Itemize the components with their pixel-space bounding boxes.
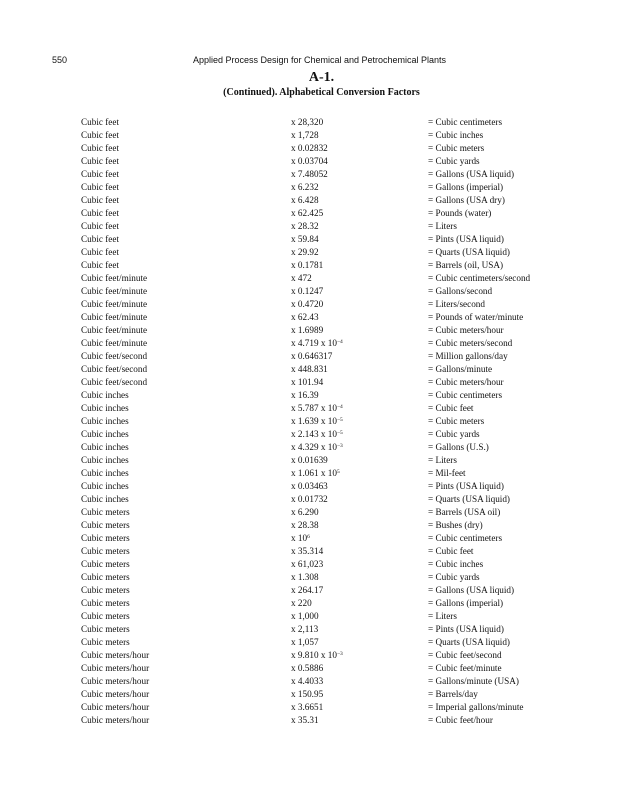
to-unit: = Bushes (dry) [428, 520, 483, 530]
conversion-factor [291, 480, 328, 493]
from-unit: Cubic inches [81, 468, 129, 478]
from-unit: Cubic feet/minute [81, 325, 148, 335]
factor-value: x 4.719 x 10 [291, 338, 337, 348]
table-row [0, 636, 619, 649]
factor-value: x 16.39 [291, 390, 319, 400]
from-unit: Cubic inches [81, 429, 129, 439]
conversion-factor [291, 623, 318, 636]
from-unit: Cubic meters/hour [81, 650, 150, 660]
table-row [0, 493, 619, 506]
to-unit: = Liters/second [428, 299, 485, 309]
conversion-factor [291, 350, 332, 363]
table-row [0, 558, 619, 571]
from-unit: Cubic feet/minute [81, 273, 148, 283]
table-row [0, 246, 619, 259]
from-unit: Cubic meters [81, 598, 130, 608]
to-unit: = Gallons (imperial) [428, 598, 504, 608]
from-unit: Cubic meters/hour [81, 663, 150, 673]
factor-value: x 0.1247 [291, 286, 324, 296]
table-row [0, 220, 619, 233]
to-unit: = Barrels (USA oil) [428, 507, 501, 517]
from-unit: Cubic meters/hour [81, 676, 150, 686]
factor-value: x 35.31 [291, 715, 319, 725]
from-unit: Cubic feet/minute [81, 312, 148, 322]
conversion-factor [291, 506, 319, 519]
table-row [0, 415, 619, 428]
conversion-factor [291, 402, 343, 415]
factor-value: x 6.290 [291, 507, 319, 517]
factor-value: x 29.92 [291, 247, 319, 257]
conversion-factor [291, 662, 323, 675]
from-unit: Cubic feet/second [81, 364, 148, 374]
to-unit: = Gallons (USA dry) [428, 195, 505, 205]
from-unit: Cubic inches [81, 390, 129, 400]
conversion-factor [291, 428, 343, 441]
factor-value: x 5.787 x 10 [291, 403, 337, 413]
conversion-factor [291, 441, 343, 454]
to-unit: = Million gallons/day [428, 351, 508, 361]
factor-value: x 1.061 x 10 [291, 468, 337, 478]
from-unit: Cubic meters [81, 572, 130, 582]
table-row [0, 441, 619, 454]
table-row [0, 545, 619, 558]
to-unit: = Cubic meters/hour [428, 377, 504, 387]
factor-value: x 0.02832 [291, 143, 328, 153]
from-unit: Cubic feet/minute [81, 299, 148, 309]
table-row [0, 194, 619, 207]
conversion-factor [291, 389, 319, 402]
conversion-factor [291, 558, 323, 571]
conversion-factor [291, 636, 319, 649]
factor-value: x 28,320 [291, 117, 324, 127]
conversion-factor [291, 363, 328, 376]
from-unit: Cubic feet [81, 130, 120, 140]
from-unit: Cubic meters [81, 533, 130, 543]
table-row [0, 610, 619, 623]
factor-value: x 4.329 x 10 [291, 442, 337, 452]
conversion-factor [291, 701, 323, 714]
table-row [0, 168, 619, 181]
conversion-factor [291, 220, 319, 233]
to-unit: = Cubic yards [428, 156, 480, 166]
to-unit: = Gallons (USA liquid) [428, 169, 515, 179]
to-unit: = Cubic meters/hour [428, 325, 504, 335]
factor-exponent: −3 [336, 651, 343, 657]
table-row [0, 480, 619, 493]
conversion-factor [291, 454, 328, 467]
from-unit: Cubic meters [81, 585, 130, 595]
from-unit: Cubic feet [81, 234, 120, 244]
from-unit: Cubic feet [81, 169, 120, 179]
conversion-factor [291, 324, 323, 337]
factor-value: x 472 [291, 273, 312, 283]
table-row [0, 428, 619, 441]
conversion-factor [291, 298, 323, 311]
to-unit: = Cubic centimeters [428, 390, 503, 400]
factor-value: x 59.84 [291, 234, 319, 244]
factor-value: x 448.831 [291, 364, 328, 374]
conversion-factor [291, 467, 340, 480]
from-unit: Cubic feet [81, 208, 120, 218]
conversion-factor [291, 532, 310, 545]
table-row [0, 350, 619, 363]
to-unit: = Cubic feet/second [428, 650, 502, 660]
factor-value: x 0.03463 [291, 481, 328, 491]
conversion-factor [291, 246, 319, 259]
to-unit: = Cubic meters [428, 143, 485, 153]
from-unit: Cubic meters [81, 624, 130, 634]
from-unit: Cubic feet/minute [81, 286, 148, 296]
to-unit: = Cubic feet [428, 546, 474, 556]
table-row [0, 324, 619, 337]
to-unit: = Cubic meters [428, 416, 485, 426]
table-row [0, 714, 619, 727]
factor-exponent: 5 [336, 469, 340, 475]
table-row [0, 662, 619, 675]
factor-value: x 62.425 [291, 208, 324, 218]
table-row [0, 532, 619, 545]
conversion-factor [291, 597, 312, 610]
table-row [0, 389, 619, 402]
table-row [0, 298, 619, 311]
from-unit: Cubic inches [81, 416, 129, 426]
factor-value: x 7.48052 [291, 169, 328, 179]
from-unit: Cubic feet/second [81, 377, 148, 387]
table-row [0, 519, 619, 532]
to-unit: = Liters [428, 455, 457, 465]
to-unit: = Pints (USA liquid) [428, 624, 504, 634]
to-unit: = Liters [428, 221, 457, 231]
to-unit: = Gallons (USA liquid) [428, 585, 515, 595]
factor-value: x 6.428 [291, 195, 319, 205]
conversion-factor [291, 285, 323, 298]
factor-value: x 28.38 [291, 520, 319, 530]
factor-value: x 264.17 [291, 585, 324, 595]
factor-value: x 61,023 [291, 559, 324, 569]
factor-exponent: −4 [336, 339, 343, 345]
factor-value: x 0.5886 [291, 663, 324, 673]
conversion-factor [291, 610, 319, 623]
factor-value: x 6.232 [291, 182, 319, 192]
to-unit: = Cubic centimeters/second [428, 273, 531, 283]
factor-value: x 0.1781 [291, 260, 324, 270]
running-title: Applied Process Design for Chemical and Petrochemical Plants [192, 55, 447, 65]
from-unit: Cubic meters/hour [81, 702, 150, 712]
table-row [0, 207, 619, 220]
to-unit: = Mil-feet [428, 468, 466, 478]
from-unit: Cubic feet [81, 182, 120, 192]
factor-value: x 0.4720 [291, 299, 324, 309]
to-unit: = Pounds (water) [428, 208, 492, 218]
factor-value: x 2.143 x 10 [291, 429, 337, 439]
factor-value: x 1,728 [291, 130, 319, 140]
factor-value: x 1,057 [291, 637, 319, 647]
page-number: 550 [52, 55, 68, 65]
conversion-factor [291, 675, 323, 688]
factor-value: x 3.6651 [291, 702, 324, 712]
from-unit: Cubic inches [81, 442, 129, 452]
from-unit: Cubic meters [81, 546, 130, 556]
factor-value: x 10 [291, 533, 308, 543]
factor-exponent: −5 [336, 417, 343, 423]
from-unit: Cubic meters [81, 559, 130, 569]
table-row [0, 181, 619, 194]
conversion-factor [291, 415, 343, 428]
conversion-factor [291, 207, 323, 220]
to-unit: = Cubic meters/second [428, 338, 513, 348]
conversion-factor [291, 311, 319, 324]
conversion-factor [291, 259, 323, 272]
factor-value: x 35.314 [291, 546, 324, 556]
to-unit: = Barrels/day [428, 689, 478, 699]
conversion-factor [291, 649, 343, 662]
conversion-factor [291, 168, 328, 181]
factor-value: x 0.03704 [291, 156, 328, 166]
to-unit: = Pounds of water/minute [428, 312, 524, 322]
conversion-factor [291, 688, 323, 701]
table-row [0, 649, 619, 662]
from-unit: Cubic feet [81, 221, 120, 231]
table-row [0, 597, 619, 610]
from-unit: Cubic inches [81, 481, 129, 491]
factor-value: x 1.308 [291, 572, 319, 582]
to-unit: = Cubic feet/hour [428, 715, 493, 725]
conversion-factor [291, 181, 319, 194]
table-row [0, 363, 619, 376]
factor-value: x 2,113 [291, 624, 319, 634]
factor-value: x 101.94 [291, 377, 324, 387]
to-unit: = Cubic yards [428, 572, 480, 582]
table-row [0, 233, 619, 246]
conversion-factor [291, 155, 328, 168]
conversion-factor [291, 714, 319, 727]
to-unit: = Cubic yards [428, 429, 480, 439]
from-unit: Cubic meters [81, 507, 130, 517]
to-unit: = Gallons (imperial) [428, 182, 504, 192]
factor-exponent: −5 [336, 430, 343, 436]
table-row [0, 155, 619, 168]
table-row [0, 506, 619, 519]
factor-exponent: −3 [336, 443, 343, 449]
from-unit: Cubic feet [81, 117, 120, 127]
table-row [0, 402, 619, 415]
to-unit: = Gallons/minute (USA) [428, 676, 519, 686]
table-row [0, 311, 619, 324]
table-row [0, 272, 619, 285]
conversion-factor [291, 116, 323, 129]
to-unit: = Barrels (oil, USA) [428, 260, 504, 270]
table-row [0, 675, 619, 688]
factor-value: x 0.646317 [291, 351, 333, 361]
conversion-factor [291, 376, 323, 389]
factor-value: x 1.6989 [291, 325, 324, 335]
table-row [0, 376, 619, 389]
conversion-factor [291, 584, 323, 597]
table-row [0, 259, 619, 272]
factor-value: x 1.639 x 10 [291, 416, 337, 426]
to-unit: = Cubic inches [428, 559, 484, 569]
to-unit: = Quarts (USA liquid) [428, 247, 510, 257]
conversion-factor [291, 493, 328, 506]
to-unit: = Liters [428, 611, 457, 621]
to-unit: = Quarts (USA liquid) [428, 637, 510, 647]
from-unit: Cubic feet/second [81, 351, 148, 361]
table-subtitle: (Continued). Alphabetical Conversion Factors [223, 87, 420, 98]
factor-value: x 150.95 [291, 689, 324, 699]
conversion-table [0, 116, 619, 727]
to-unit: = Cubic feet [428, 403, 474, 413]
table-row [0, 623, 619, 636]
from-unit: Cubic meters/hour [81, 689, 150, 699]
to-unit: = Cubic inches [428, 130, 484, 140]
factor-value: x 4.4033 [291, 676, 324, 686]
to-unit: = Cubic centimeters [428, 533, 503, 543]
from-unit: Cubic inches [81, 455, 129, 465]
table-title: A-1. [308, 70, 335, 85]
from-unit: Cubic feet [81, 247, 120, 257]
from-unit: Cubic meters/hour [81, 715, 150, 725]
factor-value: x 0.01639 [291, 455, 328, 465]
table-row [0, 285, 619, 298]
factor-value: x 28.32 [291, 221, 319, 231]
to-unit: = Pints (USA liquid) [428, 481, 504, 491]
conversion-factor [291, 337, 343, 350]
factor-value: x 220 [291, 598, 312, 608]
from-unit: Cubic meters [81, 637, 130, 647]
to-unit: = Quarts (USA liquid) [428, 494, 510, 504]
table-row [0, 688, 619, 701]
table-row [0, 701, 619, 714]
table-row [0, 571, 619, 584]
table-row [0, 116, 619, 129]
to-unit: = Gallons/minute [428, 364, 493, 374]
to-unit: = Cubic feet/minute [428, 663, 502, 673]
table-row [0, 337, 619, 350]
conversion-factor [291, 519, 319, 532]
table-row [0, 142, 619, 155]
table-row [0, 467, 619, 480]
to-unit: = Cubic centimeters [428, 117, 503, 127]
from-unit: Cubic meters [81, 611, 130, 621]
factor-value: x 9.810 x 10 [291, 650, 337, 660]
conversion-factor [291, 233, 319, 246]
to-unit: = Pints (USA liquid) [428, 234, 504, 244]
to-unit: = Imperial gallons/minute [428, 702, 524, 712]
from-unit: Cubic feet [81, 143, 120, 153]
from-unit: Cubic feet/minute [81, 338, 148, 348]
table-row [0, 129, 619, 142]
factor-exponent: −4 [336, 404, 343, 410]
from-unit: Cubic feet [81, 156, 120, 166]
table-row [0, 454, 619, 467]
factor-value: x 1,000 [291, 611, 319, 621]
factor-value: x 62.43 [291, 312, 319, 322]
conversion-factor [291, 272, 312, 285]
factor-value: x 0.01732 [291, 494, 328, 504]
conversion-factor [291, 142, 328, 155]
conversion-factor [291, 194, 319, 207]
table-row [0, 584, 619, 597]
from-unit: Cubic feet [81, 195, 120, 205]
conversion-factor [291, 129, 319, 142]
to-unit: = Gallons/second [428, 286, 493, 296]
to-unit: = Gallons (U.S.) [428, 442, 489, 452]
from-unit: Cubic meters [81, 520, 130, 530]
conversion-factor [291, 571, 319, 584]
factor-exponent: 6 [307, 534, 310, 540]
from-unit: Cubic feet [81, 260, 120, 270]
conversion-factor [291, 545, 323, 558]
from-unit: Cubic inches [81, 494, 129, 504]
from-unit: Cubic inches [81, 403, 129, 413]
